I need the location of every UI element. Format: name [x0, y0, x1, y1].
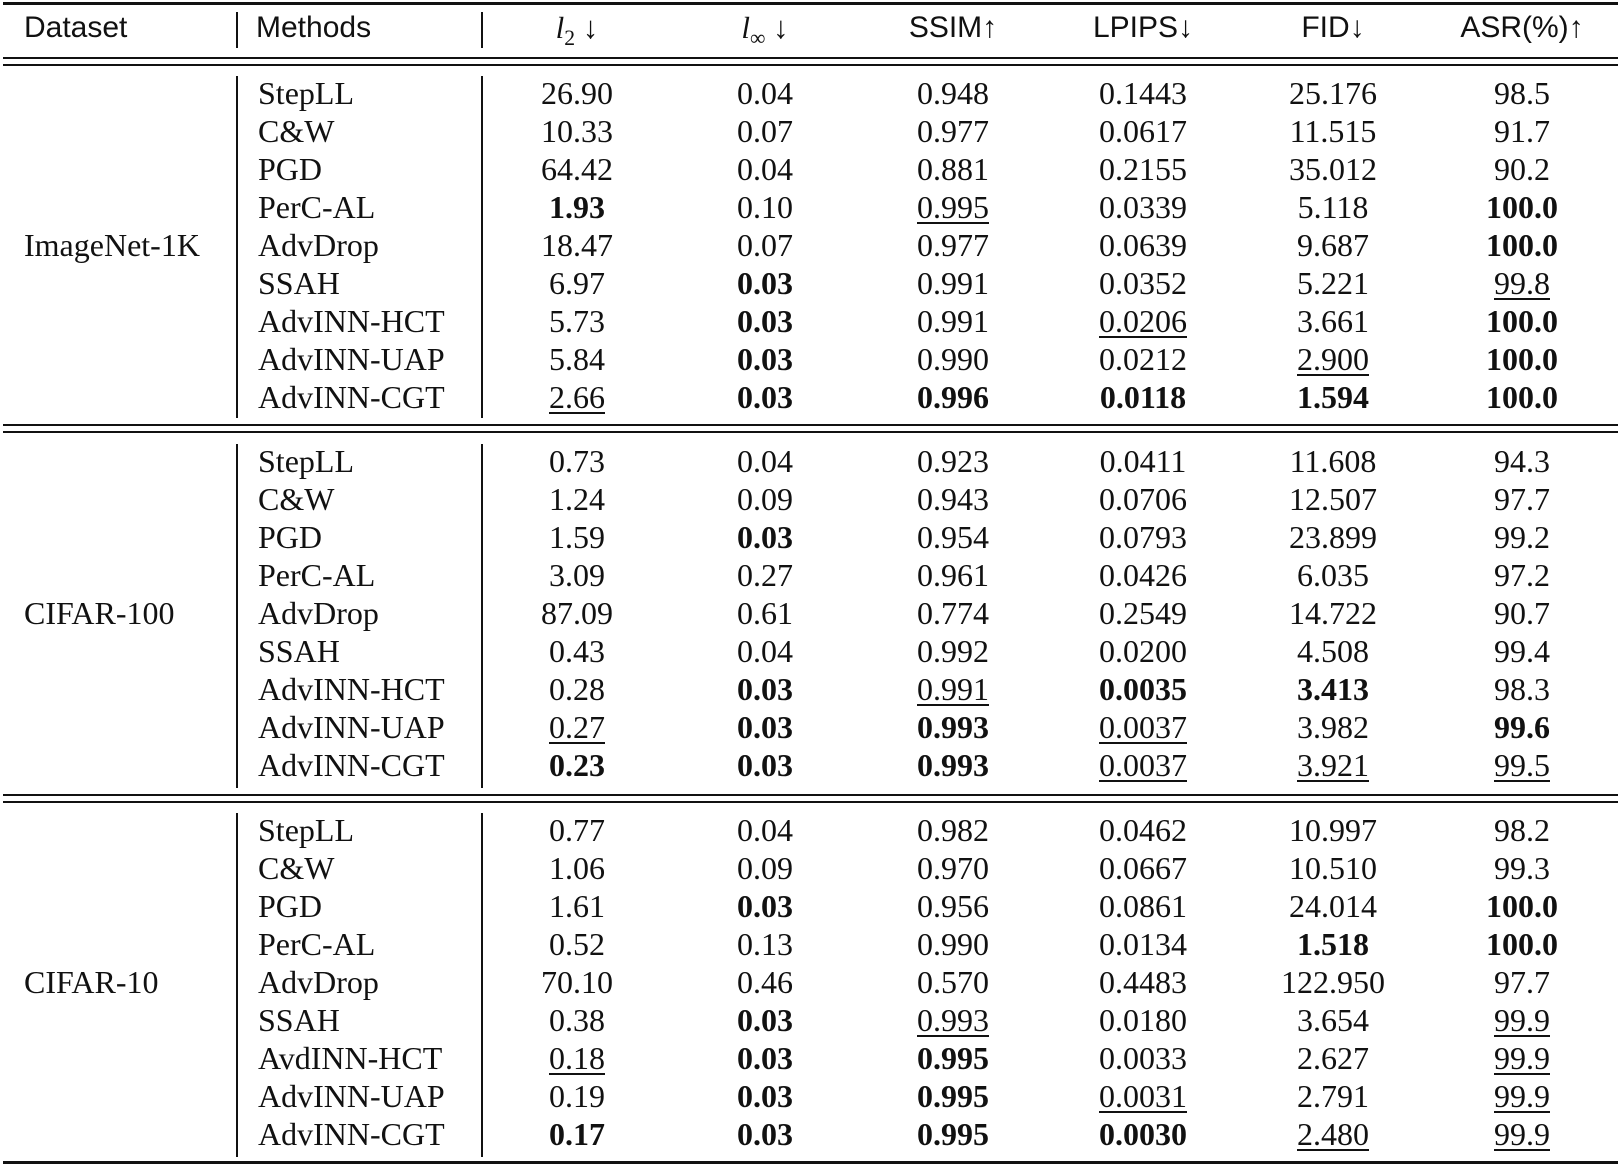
vsep-2-g3	[481, 813, 483, 1157]
l2-cell: 0.77	[549, 812, 605, 848]
lpips-cell: 0.4483	[1099, 964, 1187, 1000]
method-cell: SSAH	[258, 1002, 340, 1038]
lpips-cell: 0.0639	[1099, 227, 1187, 263]
lpips-cell: 0.1443	[1099, 75, 1187, 111]
lpips-cell: 0.0200	[1099, 633, 1187, 669]
lpips-cell: 0.0180	[1099, 1002, 1187, 1038]
l2-cell: 0.17	[549, 1116, 605, 1152]
l2-cell: 0.38	[549, 1002, 605, 1038]
method-cell: PerC-AL	[258, 557, 376, 593]
l2-cell: 26.90	[541, 75, 613, 111]
fid-cell: 11.608	[1289, 443, 1377, 479]
asr-cell: 99.9	[1494, 1078, 1550, 1114]
fid-cell: 10.997	[1289, 812, 1377, 848]
lpips-cell: 0.0667	[1099, 850, 1187, 886]
asr-cell: 99.9	[1494, 1002, 1550, 1038]
ssim-cell: 0.992	[917, 633, 989, 669]
ssim-cell: 0.881	[917, 151, 989, 187]
linf-cell: 0.03	[737, 341, 793, 377]
asr-cell: 100.0	[1486, 341, 1558, 377]
ssim-cell: 0.977	[917, 113, 989, 149]
lpips-cell: 0.0134	[1099, 926, 1187, 962]
method-cell: C&W	[258, 481, 335, 517]
asr-cell: 91.7	[1494, 113, 1550, 149]
l2-cell: 10.33	[541, 113, 613, 149]
lpips-cell: 0.2155	[1099, 151, 1187, 187]
linf-cell: 0.04	[737, 633, 793, 669]
method-cell: PGD	[258, 151, 323, 187]
linf-cell: 0.61	[737, 595, 793, 631]
linf-cell: 0.03	[737, 747, 793, 783]
l2-cell: 0.73	[549, 443, 605, 479]
method-cell: AdvINN-CGT	[258, 747, 445, 783]
asr-cell: 99.8	[1494, 265, 1550, 301]
ssim-cell: 0.996	[917, 379, 989, 415]
header-linf-arrow: ↓	[773, 10, 789, 45]
method-cell: AdvINN-CGT	[258, 379, 445, 415]
method-cell: SSAH	[258, 265, 340, 301]
fid-cell: 14.722	[1289, 595, 1377, 631]
ssim-cell: 0.943	[917, 481, 989, 517]
l2-cell: 1.06	[549, 850, 605, 886]
vsep-1-g3	[236, 813, 238, 1157]
l2-cell: 1.24	[549, 481, 605, 517]
dataset-label: CIFAR-100	[24, 595, 175, 631]
method-cell: PerC-AL	[258, 189, 376, 225]
method-cell: AdvINN-HCT	[258, 303, 445, 339]
header-dataset: Dataset	[24, 11, 128, 44]
asr-cell: 97.7	[1494, 964, 1550, 1000]
lpips-cell: 0.0037	[1099, 709, 1187, 745]
l2-cell: 1.61	[549, 888, 605, 924]
ssim-cell: 0.991	[917, 265, 989, 301]
fid-cell: 9.687	[1297, 227, 1369, 263]
method-cell: AdvINN-UAP	[258, 1078, 445, 1114]
fid-cell: 1.518	[1297, 926, 1369, 962]
method-cell: AdvINN-CGT	[258, 1116, 445, 1152]
method-cell: StepLL	[258, 75, 354, 111]
fid-cell: 23.899	[1289, 519, 1377, 555]
ssim-cell: 0.948	[917, 75, 989, 111]
method-cell: PerC-AL	[258, 926, 376, 962]
vsep-2-g2	[481, 444, 483, 788]
l2-cell: 2.66	[549, 379, 605, 415]
lpips-cell: 0.0033	[1099, 1040, 1187, 1076]
linf-cell: 0.09	[737, 850, 793, 886]
lpips-cell: 0.0206	[1099, 303, 1187, 339]
lpips-cell: 0.0352	[1099, 265, 1187, 301]
lpips-cell: 0.0339	[1099, 189, 1187, 225]
method-cell: SSAH	[258, 633, 340, 669]
header-linf: $l_\infty$ ↓	[741, 10, 789, 51]
linf-cell: 0.03	[737, 1116, 793, 1152]
method-cell: PGD	[258, 519, 323, 555]
linf-cell: 0.07	[737, 113, 793, 149]
fid-cell: 3.654	[1297, 1002, 1369, 1038]
linf-cell: 0.04	[737, 812, 793, 848]
l2-cell: 87.09	[541, 595, 613, 631]
header-rule-1	[3, 57, 1618, 59]
fid-cell: 2.900	[1297, 341, 1369, 377]
fid-cell: 2.627	[1297, 1040, 1369, 1076]
l2-cell: 6.97	[549, 265, 605, 301]
linf-cell: 0.03	[737, 265, 793, 301]
vsep-2-g1	[481, 76, 483, 418]
linf-cell: 0.04	[737, 443, 793, 479]
linf-cell: 0.07	[737, 227, 793, 263]
linf-cell: 0.27	[737, 557, 793, 593]
asr-cell: 98.2	[1494, 812, 1550, 848]
header-rule-2	[3, 64, 1618, 66]
asr-cell: 100.0	[1486, 227, 1558, 263]
lpips-cell: 0.0462	[1099, 812, 1187, 848]
method-cell: StepLL	[258, 812, 354, 848]
fid-cell: 5.118	[1297, 189, 1369, 225]
top-rule	[3, 2, 1618, 5]
lpips-cell: 0.0411	[1099, 443, 1187, 479]
method-cell: AdvINN-HCT	[258, 671, 445, 707]
asr-cell: 99.9	[1494, 1040, 1550, 1076]
linf-cell: 0.13	[737, 926, 793, 962]
linf-cell: 0.03	[737, 1002, 793, 1038]
group-rule-1b	[3, 431, 1618, 433]
method-cell: AdvDrop	[258, 595, 379, 631]
ssim-cell: 0.993	[917, 747, 989, 783]
ssim-cell: 0.995	[917, 1078, 989, 1114]
ssim-cell: 0.991	[917, 303, 989, 339]
dataset-label: ImageNet-1K	[24, 227, 200, 263]
linf-cell: 0.03	[737, 888, 793, 924]
fid-cell: 4.508	[1297, 633, 1369, 669]
ssim-cell: 0.954	[917, 519, 989, 555]
header-fid: FID↓	[1301, 11, 1365, 44]
method-cell: AvdINN-HCT	[258, 1040, 443, 1076]
header-l2-arrow: ↓	[582, 10, 599, 45]
vsep-1-g2	[236, 444, 238, 788]
l2-cell: 5.84	[549, 341, 605, 377]
linf-cell: 0.03	[737, 379, 793, 415]
bottom-rule	[3, 1161, 1618, 1164]
linf-cell: 0.10	[737, 189, 793, 225]
lpips-cell: 0.0426	[1099, 557, 1187, 593]
lpips-cell: 0.0030	[1099, 1116, 1187, 1152]
lpips-cell: 0.0118	[1099, 379, 1187, 415]
l2-cell: 0.43	[549, 633, 605, 669]
l2-cell: 0.52	[549, 926, 605, 962]
l2-cell: 70.10	[541, 964, 613, 1000]
method-cell: AdvINN-UAP	[258, 341, 445, 377]
asr-cell: 97.7	[1494, 481, 1550, 517]
group-rule-2b	[3, 801, 1618, 803]
method-cell: C&W	[258, 850, 335, 886]
asr-cell: 100.0	[1486, 379, 1558, 415]
ssim-cell: 0.982	[917, 812, 989, 848]
l2-cell: 0.27	[549, 709, 605, 745]
header-ssim: SSIM↑	[908, 11, 998, 44]
fid-cell: 11.515	[1289, 113, 1377, 149]
header-methods: Methods	[256, 11, 372, 44]
asr-cell: 98.5	[1494, 75, 1550, 111]
asr-cell: 97.2	[1494, 557, 1550, 593]
fid-cell: 6.035	[1297, 557, 1369, 593]
fid-cell: 3.921	[1297, 747, 1369, 783]
linf-cell: 0.03	[737, 1040, 793, 1076]
fid-cell: 2.791	[1297, 1078, 1369, 1114]
asr-cell: 94.3	[1494, 443, 1550, 479]
fid-cell: 3.413	[1297, 671, 1369, 707]
ssim-cell: 0.923	[917, 443, 989, 479]
method-cell: PGD	[258, 888, 323, 924]
linf-cell: 0.04	[737, 75, 793, 111]
linf-cell: 0.03	[737, 303, 793, 339]
header-asr: ASR(%)↑	[1460, 11, 1584, 44]
ssim-cell: 0.990	[917, 341, 989, 377]
ssim-cell: 0.774	[917, 595, 989, 631]
header-vsep-2	[481, 12, 483, 48]
lpips-cell: 0.0617	[1099, 113, 1187, 149]
ssim-cell: 0.570	[917, 964, 989, 1000]
ssim-cell: 0.961	[917, 557, 989, 593]
linf-cell: 0.03	[737, 519, 793, 555]
lpips-cell: 0.0793	[1099, 519, 1187, 555]
method-cell: AdvINN-UAP	[258, 709, 445, 745]
header-vsep-1	[236, 12, 238, 48]
dataset-label: CIFAR-10	[24, 964, 159, 1000]
asr-cell: 99.3	[1494, 850, 1550, 886]
asr-cell: 99.9	[1494, 1116, 1550, 1152]
ssim-cell: 0.956	[917, 888, 989, 924]
l2-cell: 1.59	[549, 519, 605, 555]
l2-cell: 0.28	[549, 671, 605, 707]
ssim-cell: 0.991	[917, 671, 989, 707]
asr-cell: 90.2	[1494, 151, 1550, 187]
ssim-cell: 0.993	[917, 1002, 989, 1038]
l2-cell: 64.42	[541, 151, 613, 187]
fid-cell: 3.661	[1297, 303, 1369, 339]
asr-cell: 90.7	[1494, 595, 1550, 631]
ssim-cell: 0.970	[917, 850, 989, 886]
asr-cell: 100.0	[1486, 303, 1558, 339]
asr-cell: 100.0	[1486, 926, 1558, 962]
asr-cell: 99.6	[1494, 709, 1550, 745]
lpips-cell: 0.0031	[1099, 1078, 1187, 1114]
l2-cell: 0.23	[549, 747, 605, 783]
fid-cell: 10.510	[1289, 850, 1377, 886]
linf-cell: 0.03	[737, 671, 793, 707]
ssim-cell: 0.990	[917, 926, 989, 962]
l2-cell: 0.18	[549, 1040, 605, 1076]
asr-cell: 100.0	[1486, 189, 1558, 225]
fid-cell: 12.507	[1289, 481, 1377, 517]
ssim-cell: 0.993	[917, 709, 989, 745]
linf-cell: 0.46	[737, 964, 793, 1000]
asr-cell: 99.5	[1494, 747, 1550, 783]
fid-cell: 5.221	[1297, 265, 1369, 301]
lpips-cell: 0.0212	[1099, 341, 1187, 377]
fid-cell: 25.176	[1289, 75, 1377, 111]
header-lpips: LPIPS↓	[1092, 11, 1194, 44]
method-cell: C&W	[258, 113, 335, 149]
l2-cell: 1.93	[549, 189, 605, 225]
group-rule-1a	[3, 424, 1618, 426]
group-rule-2a	[3, 794, 1618, 796]
fid-cell: 35.012	[1289, 151, 1377, 187]
linf-cell: 0.03	[737, 1078, 793, 1114]
linf-cell: 0.09	[737, 481, 793, 517]
lpips-cell: 0.0861	[1099, 888, 1187, 924]
fid-cell: 3.982	[1297, 709, 1369, 745]
ssim-cell: 0.995	[917, 1116, 989, 1152]
asr-cell: 100.0	[1486, 888, 1558, 924]
l2-cell: 3.09	[549, 557, 605, 593]
fid-cell: 122.950	[1281, 964, 1385, 1000]
ssim-cell: 0.977	[917, 227, 989, 263]
l2-cell: 5.73	[549, 303, 605, 339]
vsep-1-g1	[236, 76, 238, 418]
fid-cell: 24.014	[1289, 888, 1377, 924]
header-l2: $l_2$ ↓	[555, 10, 599, 51]
asr-cell: 99.4	[1494, 633, 1550, 669]
l2-cell: 0.19	[549, 1078, 605, 1114]
lpips-cell: 0.2549	[1099, 595, 1187, 631]
asr-cell: 99.2	[1494, 519, 1550, 555]
fid-cell: 2.480	[1297, 1116, 1369, 1152]
method-cell: AdvDrop	[258, 227, 379, 263]
linf-cell: 0.04	[737, 151, 793, 187]
l2-cell: 18.47	[541, 227, 613, 263]
fid-cell: 1.594	[1297, 379, 1369, 415]
ssim-cell: 0.995	[917, 189, 989, 225]
method-cell: StepLL	[258, 443, 354, 479]
asr-cell: 98.3	[1494, 671, 1550, 707]
ssim-cell: 0.995	[917, 1040, 989, 1076]
linf-cell: 0.03	[737, 709, 793, 745]
lpips-cell: 0.0706	[1099, 481, 1187, 517]
method-cell: AdvDrop	[258, 964, 379, 1000]
lpips-cell: 0.0037	[1099, 747, 1187, 783]
lpips-cell: 0.0035	[1099, 671, 1187, 707]
